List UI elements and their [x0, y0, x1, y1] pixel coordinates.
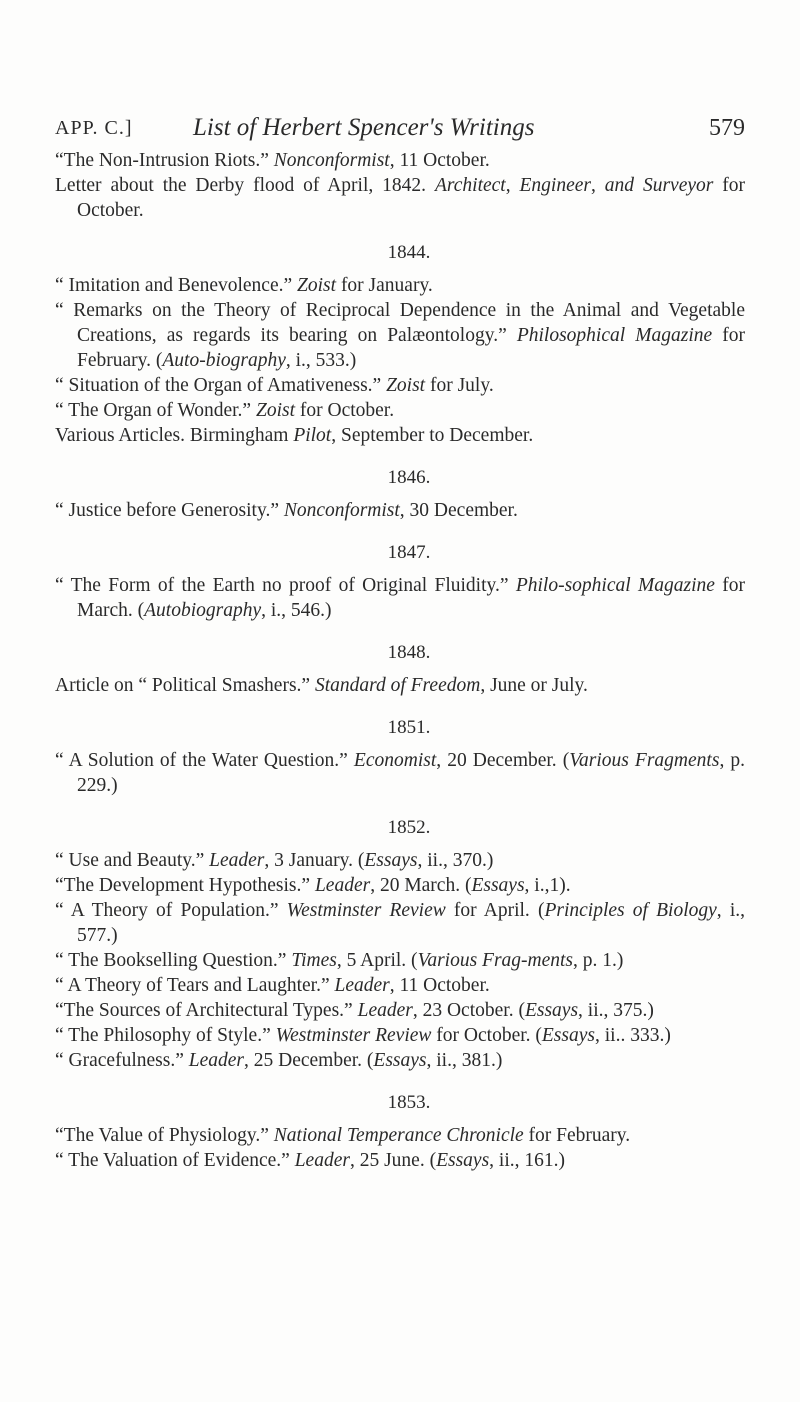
entry-text: , 20 March. ( [370, 875, 472, 896]
bibliography-entry [55, 273, 745, 298]
bibliography-entry [55, 1023, 745, 1048]
entry-text: , 25 December. ( [243, 1050, 374, 1071]
year-heading: 1844. [387, 242, 431, 263]
publication-title: Essays [364, 850, 418, 871]
bibliography-entry [55, 748, 745, 798]
publication-title: Essays [373, 1050, 427, 1071]
bibliography-entry [55, 498, 745, 523]
entry-text: for March. ( [77, 575, 745, 621]
entry-text: “ The Valuation of Evidence.” [55, 1150, 295, 1171]
entry-text: , September to December. [331, 425, 534, 446]
publication-title: National Temperance Chronicle [273, 1125, 524, 1146]
publication-title: Economist [353, 750, 437, 771]
entry-text: , i., 533.) [285, 350, 357, 371]
publication-title: Standard of Freedom [314, 675, 481, 696]
running-title: List of Herbert Spencer's Writings [193, 114, 535, 141]
entry-text: , ii.. 333.) [594, 1025, 671, 1046]
bibliography-entry [55, 1048, 745, 1073]
entry-text: , 3 January. ( [264, 850, 365, 871]
entry-text: , June or July. [480, 675, 588, 696]
entry-text: for February. ( [77, 325, 745, 371]
publication-title: Various Fragments [569, 750, 720, 771]
publication-title: Essays [471, 875, 525, 896]
publication-title: Zoist [255, 400, 295, 421]
entry-text: “ A Theory of Population.” [55, 900, 287, 921]
publication-title: Autobiography [144, 600, 262, 621]
publication-title: Leader [209, 850, 265, 871]
entry-text: , ii., 161.) [489, 1150, 566, 1171]
entry-text: “ The Form of the Earth no proof of Original Fluidity.” [55, 575, 516, 596]
entry-text: “ The Organ of Wonder.” [55, 400, 256, 421]
bibliography-entry [55, 998, 745, 1023]
entry-text: “ Justice before Generosity.” [55, 500, 284, 521]
bibliography-entry [55, 173, 745, 223]
entry-text: “ A Solution of the Water Question.” [55, 750, 354, 771]
bibliography-entry [55, 873, 745, 898]
bibliography-entry [55, 673, 745, 698]
bibliography-entry [55, 148, 745, 173]
running-header [55, 108, 745, 148]
entry-text: “ Use and Beauty.” [55, 850, 210, 871]
publication-title: Leader [188, 1050, 244, 1071]
entry-text: “The Development Hypothesis.” [55, 875, 315, 896]
year-heading: 1848. [387, 642, 431, 663]
entry-text: Article on “ Political Smashers.” [55, 675, 315, 696]
entry-text: , i., 546.) [261, 600, 332, 621]
entry-text: “The Non-Intrusion Riots.” [55, 150, 274, 171]
entry-text: “ A Theory of Tears and Laughter.” [55, 975, 335, 996]
entry-text: , 5 April. ( [336, 950, 418, 971]
entry-text: , i.,1). [524, 875, 571, 896]
entry-text: “The Sources of Architectural Types.” [55, 1000, 358, 1021]
publication-title: Auto-biography [162, 350, 286, 371]
entry-text: Various Articles. Birmingham [55, 425, 294, 446]
entry-text: “ Situation of the Organ of Amativeness.” [55, 375, 387, 396]
bibliography-entry [55, 398, 745, 423]
entry-text: , 25 June. ( [349, 1150, 437, 1171]
entry-text: “ Imitation and Benevolence.” [55, 275, 298, 296]
publication-title: Westminster Review [275, 1025, 432, 1046]
year-heading: 1847. [387, 542, 431, 563]
entry-text: , ii., 375.) [578, 1000, 654, 1021]
publication-title: Essays [436, 1150, 490, 1171]
entry-text: , 23 October. ( [412, 1000, 525, 1021]
year-heading: 1851. [387, 717, 431, 738]
entry-text: for January. [336, 275, 433, 296]
year-heading: 1846. [387, 467, 431, 488]
entry-text: Letter about the Derby flood of April, 1842. [55, 175, 435, 196]
bibliography-entry [55, 948, 745, 973]
publication-title: Principles of Biology [544, 900, 717, 921]
bibliography-entry [55, 898, 745, 948]
publication-title: Zoist [297, 275, 337, 296]
entry-text: for February. [523, 1125, 631, 1146]
publication-title: Leader [334, 975, 390, 996]
publication-title: Leader [314, 875, 371, 896]
bibliography-entry [55, 973, 745, 998]
entry-text: , ii., 370.) [417, 850, 494, 871]
entry-text: for October. [77, 175, 746, 221]
entry-text: “ Gracefulness.” [55, 1050, 189, 1071]
publication-title: Pilot [293, 425, 332, 446]
publication-title: Engineer [519, 175, 591, 196]
bibliography-entry [55, 1148, 745, 1173]
publication-title: Westminster Review [286, 900, 446, 921]
entry-text: for July. [425, 375, 494, 396]
publication-title: Essays [541, 1025, 595, 1046]
publication-title: Leader [357, 1000, 413, 1021]
entry-text: for April. ( [445, 900, 545, 921]
bibliography-entry [55, 423, 745, 448]
publication-title: Philosophical Magazine [516, 325, 713, 346]
year-heading: 1853. [387, 1092, 431, 1113]
entry-text: , p. 229.) [77, 750, 746, 796]
entry-text: , 20 December. ( [436, 750, 570, 771]
page-number: 579 [709, 115, 745, 141]
year-heading: 1852. [387, 817, 431, 838]
bibliography-entry [55, 298, 745, 373]
entry-text: , p. 1.) [573, 950, 624, 971]
entry-text: for October. [295, 400, 395, 421]
appendix-marker: APP. C.] [55, 117, 133, 139]
entry-text: , 11 October. [389, 975, 490, 996]
publication-title: Philo-sophical Magazine [515, 575, 715, 596]
entry-text: “ The Bookselling Question.” [55, 950, 292, 971]
entry-text: “The Value of Physiology.” [55, 1125, 274, 1146]
entry-text: , 30 December. [399, 500, 518, 521]
bibliography-list [55, 148, 745, 1173]
entry-text: for October. ( [431, 1025, 542, 1046]
publication-title: Leader [294, 1150, 350, 1171]
publication-title: and Surveyor [604, 175, 714, 196]
publication-title: Times [291, 950, 337, 971]
bibliography-entry [55, 1123, 745, 1148]
publication-title: Nonconformist [273, 150, 390, 171]
bibliography-entry [55, 373, 745, 398]
publication-title: Essays [524, 1000, 579, 1021]
entry-text: “ The Philosophy of Style.” [55, 1025, 276, 1046]
publication-title: Nonconformist [283, 500, 400, 521]
bibliography-entry [55, 573, 745, 623]
entry-text: “ Remarks on the Theory of Reciprocal Dependence in the Animal and Vegetable Creations, as regards its bearing on Palæontology.” [55, 300, 745, 346]
entry-text: , [505, 175, 520, 196]
publication-title: Zoist [386, 375, 426, 396]
bibliography-entry [55, 848, 745, 873]
publication-title: Various Frag-ments [417, 950, 574, 971]
entry-text: , ii., 381.) [426, 1050, 503, 1071]
entry-text: , i., 577.) [77, 900, 745, 946]
publication-title: Architect [434, 175, 506, 196]
entry-text: , 11 October. [389, 150, 490, 171]
entry-text: , [591, 175, 605, 196]
